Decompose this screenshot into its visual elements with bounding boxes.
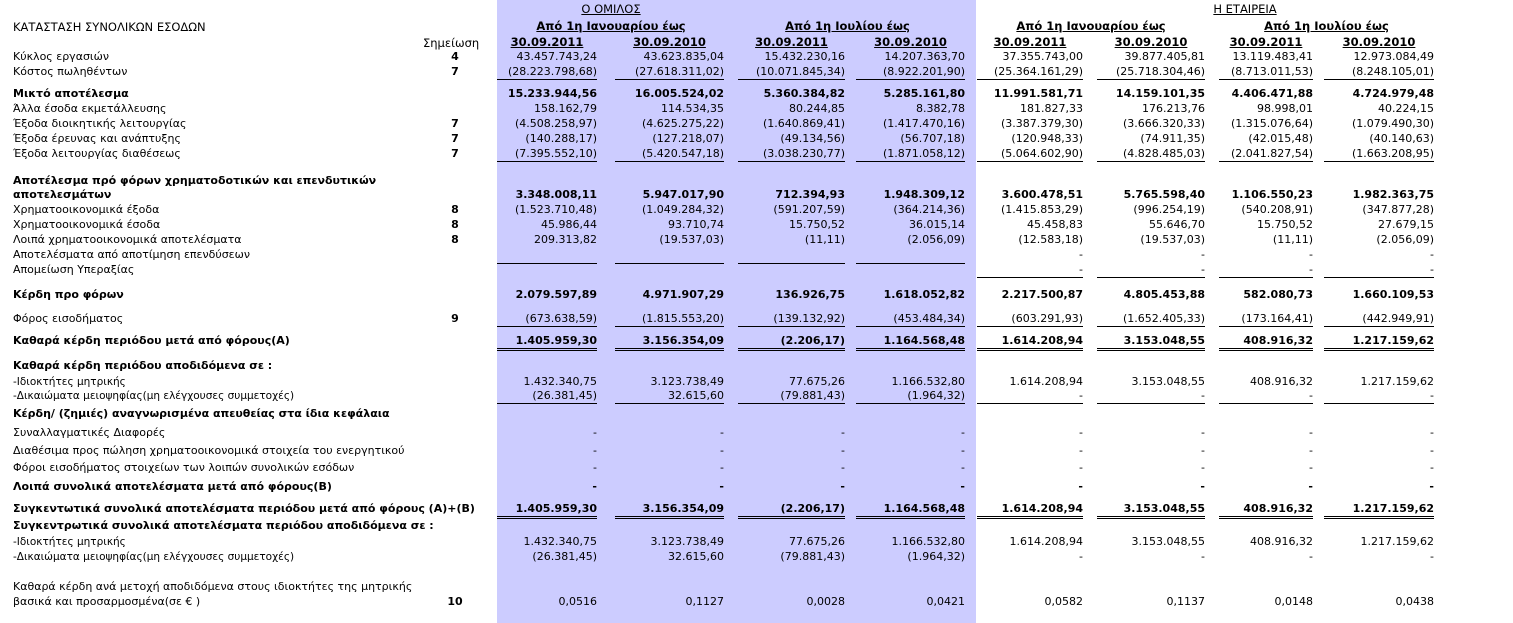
- period-header-company-jul: Από 1η Ιουλίου έως: [1264, 19, 1389, 33]
- row-label: Αποτέλεσμα πρό φόρων χρηματοδοτικών και επενδυτικών: [13, 174, 377, 187]
- row-value: -: [1201, 461, 1205, 474]
- row-value: 1.405.959,30: [497, 502, 597, 519]
- row-value: 3.123.738,49: [650, 375, 724, 388]
- row-value: -: [960, 480, 965, 493]
- row-label: Άλλα έσοδα εκμετάλλευσης: [13, 102, 167, 115]
- row-label: Κέρδη προ φόρων: [13, 288, 124, 301]
- row-value: 114.534,35: [661, 102, 724, 115]
- row-value: 43.623.835,04: [643, 50, 724, 63]
- row-value: 1.166.532,80: [891, 535, 965, 548]
- row-note: 8: [451, 233, 459, 246]
- row-label-continued: αποτελεσμάτων: [13, 188, 112, 201]
- row-value: 15.432.230,16: [764, 50, 845, 63]
- row-value: 408.916,32: [1250, 535, 1313, 548]
- row-value: (591.207,59): [773, 203, 845, 216]
- statement-row: [0, 248, 1513, 262]
- statement-row: [0, 535, 1513, 549]
- row-note: 7: [451, 132, 459, 145]
- row-value: -: [1324, 263, 1434, 278]
- row-value: 136.926,75: [775, 288, 845, 301]
- row-value: (1.049.284,32): [641, 203, 724, 216]
- row-value: 27.679,15: [1378, 218, 1434, 231]
- row-label: -Δικαιώματα μειοψηφίας(μη ελέγχουσες συμμετοχές): [13, 390, 295, 402]
- row-value: -: [1324, 389, 1434, 404]
- row-value: [497, 263, 597, 264]
- row-value: -: [1430, 461, 1434, 474]
- row-label: Απομείωση Υπεραξίας: [13, 263, 135, 276]
- row-note: 10: [447, 595, 463, 608]
- row-value: (1.871.058,12): [856, 147, 965, 162]
- row-value: 16.005.524,02: [634, 87, 724, 100]
- row-value: (11,11): [804, 233, 845, 246]
- row-value: -: [1308, 480, 1313, 493]
- note-column-header: Σημείωση: [423, 36, 480, 50]
- row-value: (1.652.405,33): [1097, 312, 1205, 327]
- row-value: 43.457.743,24: [516, 50, 597, 63]
- statement-row: [0, 426, 1513, 440]
- statement-row: [0, 375, 1513, 389]
- statement-row: [0, 519, 1513, 533]
- row-label: Συγκεντρωτικά συνολικά αποτελέσματα περιόδου αποδιδόμενα σε :: [13, 519, 434, 532]
- row-note: 7: [451, 117, 459, 130]
- row-note: 9: [451, 312, 459, 325]
- row-value: 11.991.581,71: [993, 87, 1083, 100]
- row-value: -: [593, 426, 597, 439]
- row-value: (603.291,93): [977, 312, 1083, 327]
- row-value: 408.916,32: [1250, 375, 1313, 388]
- row-value: 0,0148: [1274, 595, 1313, 608]
- statement-row: [0, 117, 1513, 131]
- statement-row: [0, 359, 1513, 373]
- row-value: 4.406.471,88: [1231, 87, 1313, 100]
- row-value: -: [977, 263, 1083, 278]
- row-value: 176.213,76: [1142, 102, 1205, 115]
- row-note: 8: [451, 203, 459, 216]
- row-value: 1.614.208,94: [1009, 375, 1083, 388]
- row-value: 3.156.354,09: [615, 502, 724, 519]
- statement-row: [0, 550, 1513, 564]
- row-value: (173.164,41): [1219, 312, 1313, 327]
- row-note: 8: [451, 218, 459, 231]
- row-value: -: [1430, 550, 1434, 563]
- row-value: (56.707,18): [900, 132, 965, 145]
- row-label: Συγκεντωτικά συνολικά αποτελέσματα περιόδου μετά από φόρους (Α)+(Β): [13, 502, 475, 515]
- row-value: -: [1309, 550, 1313, 563]
- row-value: -: [1201, 426, 1205, 439]
- row-value: 1.618.052,82: [883, 288, 965, 301]
- row-value: -: [841, 461, 845, 474]
- row-note: 7: [451, 147, 459, 160]
- row-note: 4: [451, 50, 459, 63]
- row-label: Λοιπά συνολικά αποτελέσματα μετά από φόρους(Β): [13, 480, 332, 493]
- row-value: 408.916,32: [1219, 502, 1313, 519]
- row-value: (1.815.553,20): [615, 312, 724, 327]
- row-value: (3.666.320,33): [1122, 117, 1205, 130]
- row-label: Χρηματοοικονομικά έσοδα: [13, 218, 161, 231]
- row-label: Κύκλος εργασιών: [13, 50, 109, 63]
- row-value: (2.041.827,54): [1219, 147, 1313, 162]
- row-value: [856, 263, 965, 264]
- row-value: 5.765.598,40: [1123, 188, 1205, 201]
- date-header: 30.09.2010: [874, 35, 947, 49]
- row-value: 1.217.159,62: [1360, 375, 1434, 388]
- row-label: Έξοδα λειτουργίας διαθέσεως: [13, 147, 181, 160]
- row-value: -: [1309, 426, 1313, 439]
- row-value: 4.724.979,48: [1352, 87, 1434, 100]
- row-value: 5.360.384,82: [763, 87, 845, 100]
- statement-row: [0, 407, 1513, 421]
- row-value: -: [961, 426, 965, 439]
- statement-row: [0, 65, 1513, 79]
- row-value: (79.881,43): [780, 550, 845, 563]
- row-value: (1.523.710,48): [514, 203, 597, 216]
- row-value: 55.646,70: [1149, 218, 1205, 231]
- row-value: (5.064.602,90): [977, 147, 1083, 162]
- row-value: 77.675,26: [789, 535, 845, 548]
- row-value: 12.973.084,49: [1353, 50, 1434, 63]
- row-value: 3.156.354,09: [615, 334, 724, 351]
- row-value: (19.537,03): [659, 233, 724, 246]
- row-value: (127.218,07): [652, 132, 724, 145]
- row-value: 98.998,01: [1257, 102, 1313, 115]
- period-header-group-jul: Από 1η Ιουλίου έως: [785, 19, 910, 33]
- statement-row: [0, 102, 1513, 116]
- row-label: Μικτό αποτέλεσμα: [13, 87, 129, 100]
- row-value: 32.615,60: [615, 389, 724, 404]
- row-value: 181.827,33: [1020, 102, 1083, 115]
- row-value: (27.618.311,02): [615, 65, 724, 80]
- row-value: 40.224,15: [1378, 102, 1434, 115]
- row-value: (1.964,32): [907, 550, 965, 563]
- row-value: 15.750,52: [789, 218, 845, 231]
- row-value: 712.394,93: [775, 188, 845, 201]
- row-value: -: [1219, 263, 1313, 278]
- statement-row: [0, 502, 1513, 516]
- row-value: 158.162,79: [534, 102, 597, 115]
- row-value: 14.207.363,70: [884, 50, 965, 63]
- row-value: (8.922.201,90): [856, 65, 965, 80]
- row-value: (19.537,03): [1140, 233, 1205, 246]
- row-value: (42.015,48): [1248, 132, 1313, 145]
- date-header: 30.09.2010: [633, 35, 706, 49]
- row-value: 3.123.738,49: [650, 535, 724, 548]
- date-header: 30.09.2011: [755, 35, 828, 49]
- row-value: (1.315.076,64): [1230, 117, 1313, 130]
- row-value: -: [1429, 480, 1434, 493]
- row-label: Καθαρά κέρδη ανά μετοχή αποδιδόμενα στους ιδιοκτήτες της μητρικής: [13, 580, 413, 593]
- period-header-group-jan: Από 1η Ιανουαρίου έως: [536, 19, 686, 33]
- row-value: 0,1137: [1166, 595, 1205, 608]
- row-value: -: [719, 480, 724, 493]
- row-label-continued: βασικά και προσαρμοσμένα(σε € ): [13, 595, 201, 608]
- row-value: (74.911,35): [1140, 132, 1205, 145]
- statement-row: [0, 444, 1513, 458]
- row-value: 0,0028: [806, 595, 845, 608]
- row-value: 1.166.532,80: [891, 375, 965, 388]
- row-value: 45.986,44: [541, 218, 597, 231]
- row-value: 0,0438: [1395, 595, 1434, 608]
- statement-row: [0, 132, 1513, 146]
- row-label: Φόρος εισοδήματος: [13, 312, 124, 325]
- row-value: 1.217.159,62: [1324, 502, 1434, 519]
- row-value: (139.132,92): [738, 312, 845, 327]
- row-value: 1.217.159,62: [1324, 334, 1434, 351]
- row-value: (3.387.379,30): [1000, 117, 1083, 130]
- row-value: (1.417.470,16): [882, 117, 965, 130]
- row-value: (453.484,34): [856, 312, 965, 327]
- statement-row: [0, 389, 1513, 403]
- row-value: (5.420.547,18): [615, 147, 724, 162]
- row-label: Καθαρά κέρδη περιόδου αποδιδόμενα σε :: [13, 359, 273, 372]
- statement-row: [0, 203, 1513, 217]
- row-value: -: [1079, 550, 1083, 563]
- row-value: (4.625.275,22): [641, 117, 724, 130]
- row-value: 2.217.500,87: [1001, 288, 1083, 301]
- row-value: 8.382,78: [916, 102, 965, 115]
- row-value: -: [1430, 248, 1434, 261]
- row-value: -: [593, 444, 597, 457]
- row-value: 3.153.048,55: [1131, 535, 1205, 548]
- row-value: 1.164.568,48: [856, 502, 965, 519]
- row-value: 1.405.959,30: [497, 334, 597, 351]
- row-value: -: [1309, 444, 1313, 457]
- row-label: -Δικαιώματα μειοψηφίας(μη ελέγχουσες συμμετοχές): [13, 551, 295, 563]
- row-value: (28.223.798,68): [497, 65, 597, 80]
- row-value: -: [841, 444, 845, 457]
- row-value: -: [1309, 248, 1313, 261]
- row-label: Χρηματοοικονομικά έξοδα: [13, 203, 160, 216]
- row-value: -: [1219, 389, 1313, 404]
- row-value: 1.432.340,75: [523, 535, 597, 548]
- row-value: (996.254,19): [1133, 203, 1205, 216]
- row-value: -: [1078, 480, 1083, 493]
- row-value: 2.079.597,89: [515, 288, 597, 301]
- row-value: -: [720, 461, 724, 474]
- row-value: (120.948,33): [1011, 132, 1083, 145]
- row-value: (347.877,28): [1362, 203, 1434, 216]
- row-value: -: [961, 444, 965, 457]
- row-value: 4.805.453,88: [1123, 288, 1205, 301]
- row-value: (49.134,56): [780, 132, 845, 145]
- row-value: (540.208,91): [1241, 203, 1313, 216]
- row-value: [738, 263, 845, 264]
- row-value: 32.615,60: [668, 550, 724, 563]
- row-value: (2.206,17): [738, 334, 845, 351]
- row-value: (10.071.845,34): [738, 65, 845, 80]
- row-value: -: [1201, 550, 1205, 563]
- row-value: 3.153.048,55: [1131, 375, 1205, 388]
- row-value: (25.364.161,29): [977, 65, 1083, 80]
- row-value: (673.638,59): [497, 312, 597, 327]
- row-value: (364.214,36): [893, 203, 965, 216]
- row-value: (1.663.208,95): [1324, 147, 1434, 162]
- row-value: 13.119.483,41: [1232, 50, 1313, 63]
- row-value: 1.660.109,53: [1352, 288, 1434, 301]
- row-value: (7.395.552,10): [497, 147, 597, 162]
- row-value: -: [1097, 389, 1205, 404]
- row-value: -: [1079, 426, 1083, 439]
- row-value: -: [1097, 263, 1205, 278]
- row-value: 5.947.017,90: [642, 188, 724, 201]
- row-value: (40.140,63): [1369, 132, 1434, 145]
- row-value: -: [592, 480, 597, 493]
- row-label: Λοιπά χρηματοοικονομικά αποτελέσματα: [13, 233, 242, 246]
- date-header: 30.09.2011: [1229, 35, 1303, 49]
- row-value: 0,0582: [1044, 595, 1083, 608]
- row-value: 14.159.101,35: [1115, 87, 1205, 100]
- row-value: -: [720, 426, 724, 439]
- row-value: -: [1079, 444, 1083, 457]
- row-note: 7: [451, 65, 459, 78]
- row-value: 1.614.208,94: [1009, 535, 1083, 548]
- statement-row: [0, 312, 1513, 326]
- row-value: -: [1200, 480, 1205, 493]
- row-label: Αποτελέσματα από αποτίμηση επενδύσεων: [13, 248, 250, 261]
- row-value: (8.248.105,01): [1324, 65, 1434, 80]
- row-value: 80.244,85: [789, 102, 845, 115]
- row-value: -: [961, 461, 965, 474]
- row-value: (12.583,18): [1018, 233, 1083, 246]
- row-value: -: [977, 389, 1083, 404]
- row-value: 0,0516: [558, 595, 597, 608]
- row-value: 77.675,26: [789, 375, 845, 388]
- row-value: 15.750,52: [1257, 218, 1313, 231]
- row-value: -: [593, 461, 597, 474]
- row-value: -: [720, 444, 724, 457]
- row-value: (26.381,45): [532, 550, 597, 563]
- row-label: Συναλλαγματικές Διαφορές: [13, 426, 166, 439]
- row-value: 37.355.743,00: [1002, 50, 1083, 63]
- row-value: 93.710,74: [668, 218, 724, 231]
- row-value: (2.056,09): [1376, 233, 1434, 246]
- row-label: Κόστος πωληθέντων: [13, 65, 128, 78]
- row-value: 3.153.048,55: [1097, 502, 1205, 519]
- row-value: -: [1079, 248, 1083, 261]
- row-value: 1.164.568,48: [856, 334, 965, 351]
- row-label: -Ιδιοκτήτες μητρικής: [13, 536, 126, 548]
- row-value: (4.508.258,97): [514, 117, 597, 130]
- row-value: 582.080,73: [1243, 288, 1313, 301]
- row-value: -: [840, 480, 845, 493]
- statement-row: [0, 218, 1513, 232]
- company-header: Η ΕΤΑΙΡΕΙΑ: [1213, 2, 1277, 16]
- row-value: [615, 263, 724, 264]
- row-value: 1.106.550,23: [1231, 188, 1313, 201]
- row-value: -: [1430, 426, 1434, 439]
- row-value: -: [841, 426, 845, 439]
- row-value: 0,0421: [926, 595, 965, 608]
- row-value: (26.381,45): [497, 389, 597, 404]
- row-value: (2.056,09): [907, 233, 965, 246]
- row-value: (11,11): [1272, 233, 1313, 246]
- statement-row: [0, 461, 1513, 475]
- row-label: Καθαρά κέρδη περιόδου μετά από φόρους(Α): [13, 334, 290, 347]
- statement-row: [0, 233, 1513, 247]
- date-header: 30.09.2011: [510, 35, 584, 49]
- group-header: Ο ΟΜΙΛΟΣ: [581, 2, 641, 16]
- row-value: (4.828.485,03): [1097, 147, 1205, 162]
- row-label: Κέρδη/ (ζημιές) αναγνωρισμένα απευθείας στα ίδια κεφάλαια: [13, 407, 390, 420]
- row-value: 36.015,14: [909, 218, 965, 231]
- row-value: (3.038.230,77): [738, 147, 845, 162]
- row-value: -: [1201, 444, 1205, 457]
- row-value: (1.640.869,41): [762, 117, 845, 130]
- row-value: 39.877.405,81: [1124, 50, 1205, 63]
- statement-row: [0, 580, 1513, 608]
- statement-row: [0, 480, 1513, 494]
- date-header: 30.09.2010: [1114, 35, 1188, 49]
- row-value: 408.916,32: [1219, 334, 1313, 351]
- row-label: Φόροι εισοδήματος στοιχείων των λοιπών συνολικών εσόδων: [13, 461, 355, 474]
- row-value: (140.288,17): [525, 132, 597, 145]
- row-value: (79.881,43): [738, 389, 845, 404]
- date-header: 30.09.2010: [1342, 35, 1416, 49]
- row-value: 0,1127: [685, 595, 724, 608]
- row-value: 1.217.159,62: [1360, 535, 1434, 548]
- row-value: 1.948.309,12: [883, 188, 965, 201]
- statement-row: [0, 174, 1513, 201]
- statement-row: [0, 263, 1513, 277]
- statement-row: [0, 87, 1513, 101]
- statement-title: ΚΑΤΑΣΤΑΣΗ ΣΥΝΟΛΙΚΩΝ ΕΣΟΔΩΝ: [13, 20, 206, 34]
- row-label: Διαθέσιμα προς πώληση χρηματοοικονομικά στοιχεία του ενεργητικού: [13, 444, 405, 457]
- row-value: 4.971.907,29: [642, 288, 724, 301]
- statement-row: [0, 50, 1513, 64]
- row-value: -: [1201, 248, 1205, 261]
- date-header: 30.09.2011: [993, 35, 1067, 49]
- row-value: 209.313,82: [534, 233, 597, 246]
- row-value: 1.432.340,75: [523, 375, 597, 388]
- row-value: -: [1309, 461, 1313, 474]
- row-value: -: [1079, 461, 1083, 474]
- row-value: 15.233.944,56: [507, 87, 597, 100]
- row-value: 3.153.048,55: [1097, 334, 1205, 351]
- row-label: Έξοδα έρευνας και ανάπτυξης: [13, 132, 181, 145]
- row-value: 45.458,83: [1027, 218, 1083, 231]
- row-value: 3.600.478,51: [1001, 188, 1083, 201]
- period-header-company-jan: Από 1η Ιανουαρίου έως: [1016, 19, 1166, 33]
- row-value: 1.982.363,75: [1352, 188, 1434, 201]
- row-value: (1.079.490,30): [1351, 117, 1434, 130]
- row-value: (442.949,91): [1324, 312, 1434, 327]
- row-value: 1.614.208,94: [977, 334, 1083, 351]
- row-value: (8.713.011,53): [1219, 65, 1313, 80]
- row-value: (1.415.853,29): [1000, 203, 1083, 216]
- row-label: Έξοδα διοικητικής λειτουργίας: [13, 117, 187, 130]
- statement-row: [0, 147, 1513, 161]
- row-label: -Ιδιοκτήτες μητρικής: [13, 376, 126, 388]
- row-value: 1.614.208,94: [977, 502, 1083, 519]
- row-value: 3.348.008,11: [515, 188, 597, 201]
- row-value: (2.206,17): [738, 502, 845, 519]
- row-value: (1.964,32): [856, 389, 965, 404]
- row-value: (25.718.304,46): [1097, 65, 1205, 80]
- statement-row: [0, 288, 1513, 302]
- row-value: 5.285.161,80: [883, 87, 965, 100]
- statement-row: [0, 334, 1513, 348]
- row-value: -: [1430, 444, 1434, 457]
